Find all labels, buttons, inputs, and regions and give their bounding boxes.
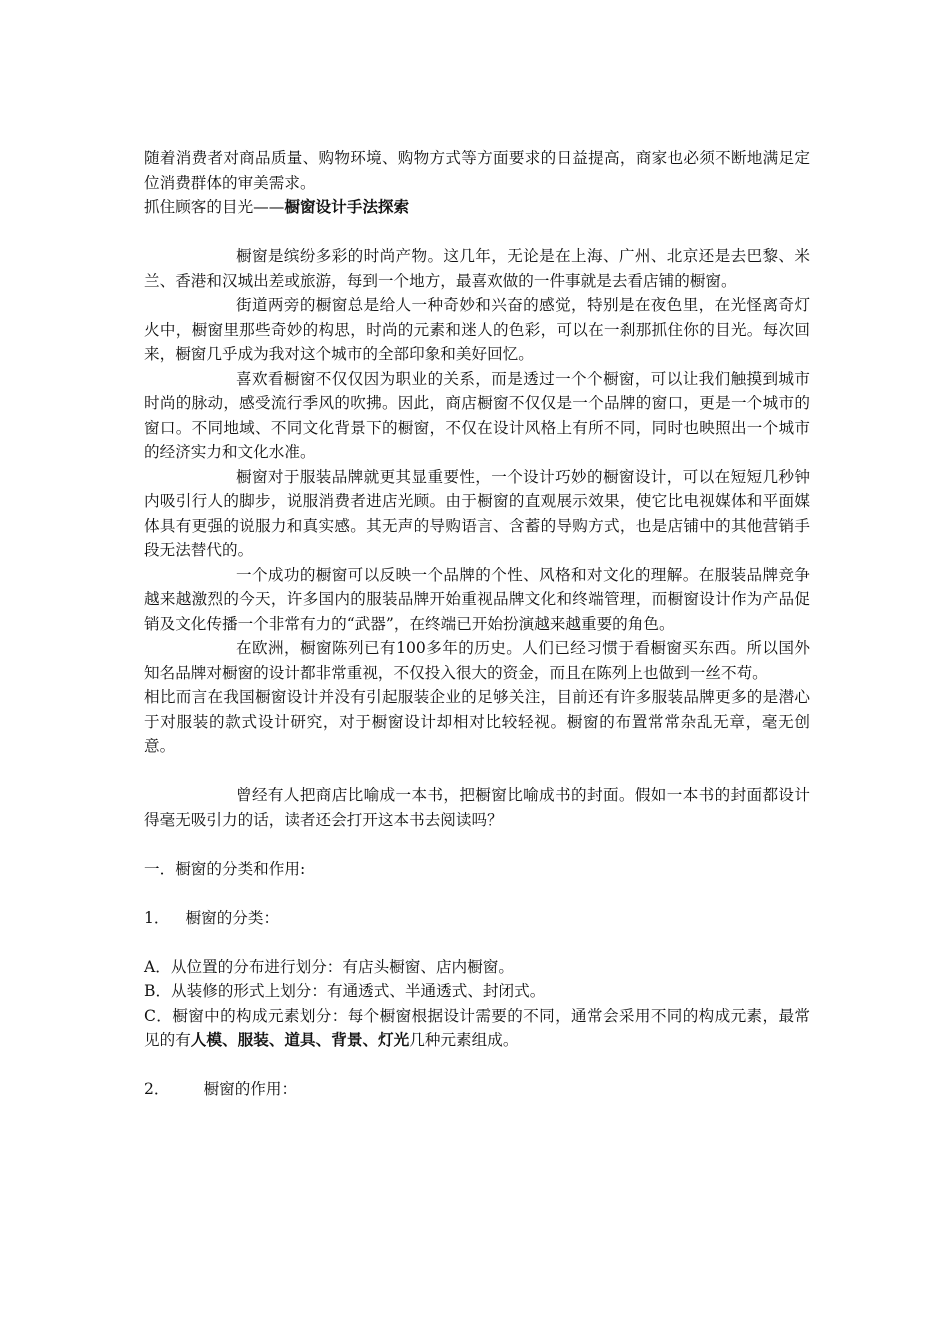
element-background: 背景 xyxy=(331,1030,363,1049)
subsection-1-label: 橱窗的分类： xyxy=(185,908,280,927)
intro-paragraph: 随着消费者对商品质量、购物环境、购物方式等方面要求的日益提高，商家也必须不断地满足定位消费群体的审美需求。 xyxy=(144,149,810,192)
paragraph-3: 喜欢看橱窗不仅仅因为职业的关系，而是透过一个个橱窗，可以让我们触摸到城市时尚的脉动，感受流行季风的吹拂。因此，商店橱窗不仅仅是一个品牌的窗口，更是一个城市的窗口。不同地域、不同文化背景下的橱窗，不仅在设计风格上有所不同，同时也映照出一个城市的经济实力和文化水准。 xyxy=(144,369,810,461)
subsection-1-number: 1． xyxy=(144,908,170,927)
paragraph-4: 橱窗对于服装品牌就更其显重要性，一个设计巧妙的橱窗设计，可以在短短几秒钟内吸引行人的脚步，说服消费者进店光顾。由于橱窗的直观展示效果，使它比电视媒体和平面媒体具有更强的说服力和真实感。其无声的导购语言、含蓄的导购方式，也是店铺中的其他营销手段无法替代的。 xyxy=(144,467,810,559)
paragraph-2: 街道两旁的橱窗总是给人一种奇妙和兴奋的感觉，特别是在夜色里，在光怪离奇灯火中，橱窗里那些奇妙的构思，时尚的元素和迷人的色彩，可以在一刹那抓住你的目光。每次回来，橱窗几乎成为我对这个城市的全部印象和美好回忆。 xyxy=(144,296,810,363)
subsection-1 xyxy=(144,906,810,931)
document-body xyxy=(144,146,810,1102)
spacer xyxy=(144,1053,810,1078)
subsection-2-label: 橱窗的作用： xyxy=(203,1080,298,1098)
element-lighting: 灯光 xyxy=(378,1030,410,1049)
spacer xyxy=(144,881,810,906)
paragraph-6: 在欧洲，橱窗陈列已有100多年的历史。人们已经习惯于看橱窗买东西。所以国外知名品牌对橱窗的设计都非常重视，不仅投入很大的资金，而且在陈列上也做到一丝不苟。 xyxy=(144,639,810,682)
list-item-b: B．从装修的形式上划分：有通透式、半通透式、封闭式。 xyxy=(144,982,546,1000)
heading-prefix: 抓住顾客的目光—— xyxy=(144,198,285,216)
list-item-a: A．从位置的分布进行划分：有店头橱窗、店内橱窗。 xyxy=(144,957,514,976)
list-item-c: C．橱窗中的构成元素划分：每个橱窗根据设计需要的不同，通常会采用不同的构成元素，最常见的有人模、服装、道具、背景、灯光几种元素组成。 xyxy=(144,1006,810,1049)
paragraph-1: 橱窗是缤纷多彩的时尚产物。这几年，无论是在上海、广州、北京还是去巴黎、米兰、香港和汉城出差或旅游，每到一个地方，最喜欢做的一件事就是去看店铺的橱窗。 xyxy=(144,247,810,290)
element-clothing: 服装 xyxy=(237,1030,269,1049)
paragraph-5: 一个成功的橱窗可以反映一个品牌的个性、风格和对文化的理解。在服装品牌竞争越来越激烈的今天，许多国内的服装品牌开始重视品牌文化和终端管理，而橱窗设计作为产品促销及文化传播一个非常有力的“武器”，在终端已开始扮演越来越重要的角色。 xyxy=(144,565,810,633)
section-heading-1: 一．橱窗的分类和作用: xyxy=(144,859,306,878)
paragraph-book: 曾经有人把商店比喻成一本书，把橱窗比喻成书的封面。假如一本书的封面都设计得毫无吸引力的话，读者还会打开这本书去阅读吗？ xyxy=(144,786,810,829)
spacer xyxy=(144,220,810,245)
heading-title: 橱窗设计手法探索 xyxy=(284,197,410,216)
article-heading xyxy=(144,195,810,220)
spacer xyxy=(144,759,810,784)
element-props: 道具 xyxy=(284,1030,316,1049)
spacer xyxy=(144,930,810,955)
paragraph-7: 相比而言在我国橱窗设计并没有引起服装企业的足够关注，目前还有许多服装品牌更多的是潜心于对服装的款式设计研究，对于橱窗设计却相对比较轻视。橱窗的布置常常杂乱无章，毫无创意。 xyxy=(144,688,810,755)
spacer xyxy=(144,832,810,857)
element-mannequin: 人模 xyxy=(190,1030,222,1049)
subsection-2-number: 2． xyxy=(144,1080,170,1098)
subsection-2 xyxy=(144,1077,810,1102)
